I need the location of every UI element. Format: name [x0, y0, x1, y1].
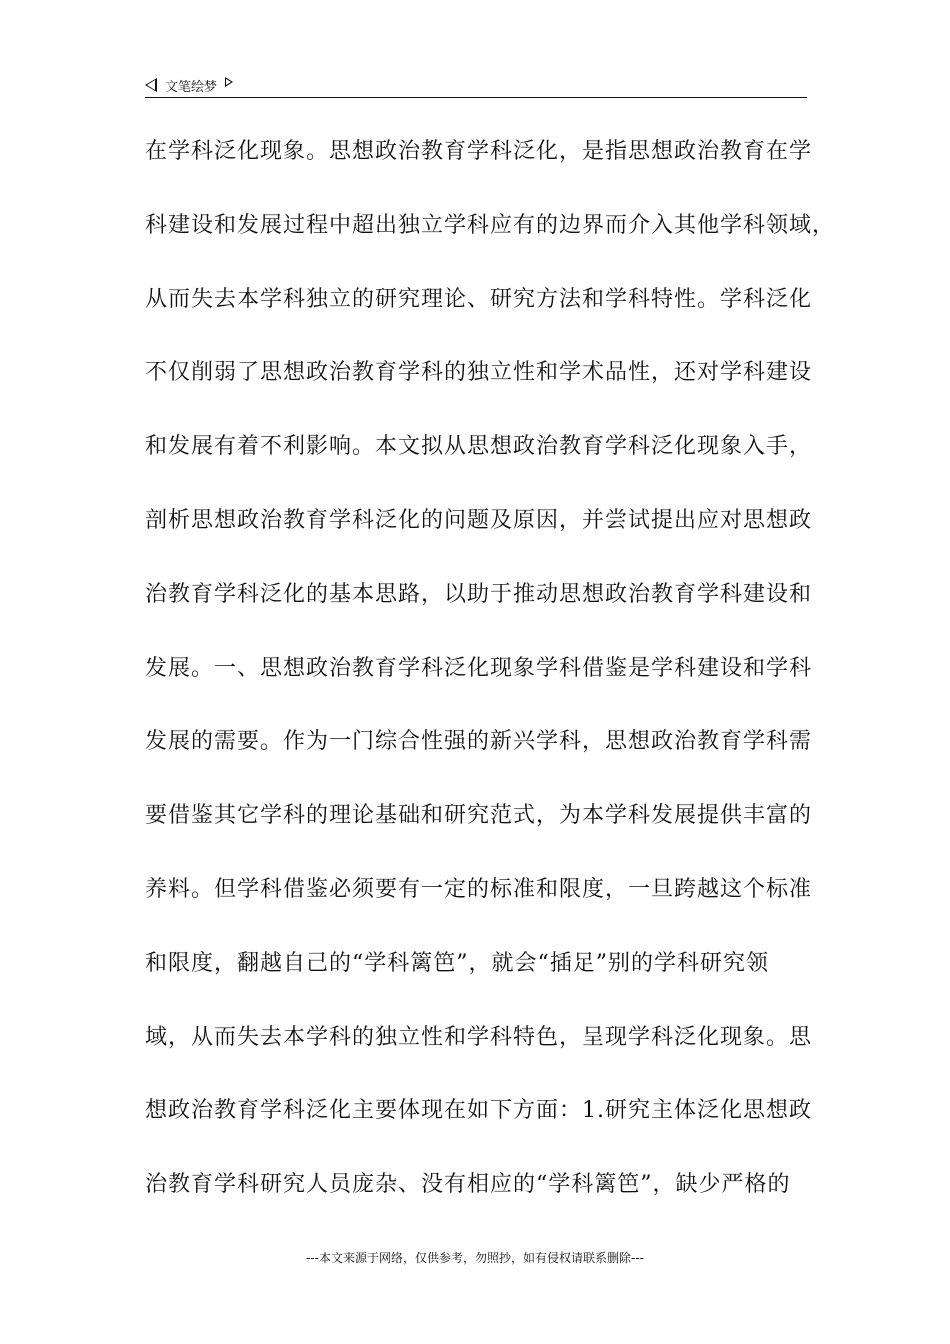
text-line: 从而失去本学科独立的研究理论、研究方法和学科特性。学科泛化: [145, 286, 813, 312]
header-divider: [145, 97, 807, 98]
text-line: 要借鉴其它学科的理论基础和研究范式，为本学科发展提供丰富的: [145, 803, 813, 829]
text-line: 发展的需要。作为一门综合性强的新兴学科，思想政治教育学科需: [145, 729, 813, 755]
text-line: 养料。但学科借鉴必须要有一定的标准和限度，一旦跨越这个标准: [145, 876, 813, 902]
text-line: 域，从而失去本学科的独立性和学科特色，呈现学科泛化现象。思: [145, 1024, 813, 1050]
text-line: 在学科泛化现象。思想政治教育学科泛化，是指思想政治教育在学: [145, 139, 813, 164]
page-header: [145, 72, 807, 98]
document-body: [145, 130, 836, 1237]
text-line: 和发展有着不利影响。本文拟从思想政治教育学科泛化现象入手，: [145, 434, 813, 460]
text-line: 治教育学科泛化的基本思路，以助于推动思想政治教育学科建设和: [145, 581, 813, 607]
text-line: 发展。一、思想政治教育学科泛化现象学科借鉴是学科建设和学科: [145, 655, 813, 681]
text-line: 不仅削弱了思想政治教育学科的独立性和学术品性，还对学科建设: [145, 360, 813, 386]
triangle-right-icon: [225, 77, 233, 87]
header-title: 文笔绘梦: [165, 79, 218, 95]
text-line: 剖析思想政治教育学科泛化的问题及原因，并尝试提出应对思想政: [145, 507, 813, 533]
footer-notice: ---本文来源于网络，仅供参考，勿照抄，如有侵权请联系删除---: [306, 1251, 644, 1265]
text-line: 和限度，翻越自己的“学科篱笆”，就会“插足”别的学科研究领: [145, 950, 769, 976]
text-line: 科建设和发展过程中超出独立学科应有的边界而介入其他学科领域，: [145, 212, 836, 238]
text-line: 治教育学科研究人员庞杂、没有相应的“学科篱笆”，缺少严格的: [145, 1172, 791, 1198]
text-line: 想政治教育学科泛化主要体现在如下方面：1.研究主体泛化思想政: [145, 1098, 812, 1124]
triangle-left-icon: [145, 78, 157, 92]
